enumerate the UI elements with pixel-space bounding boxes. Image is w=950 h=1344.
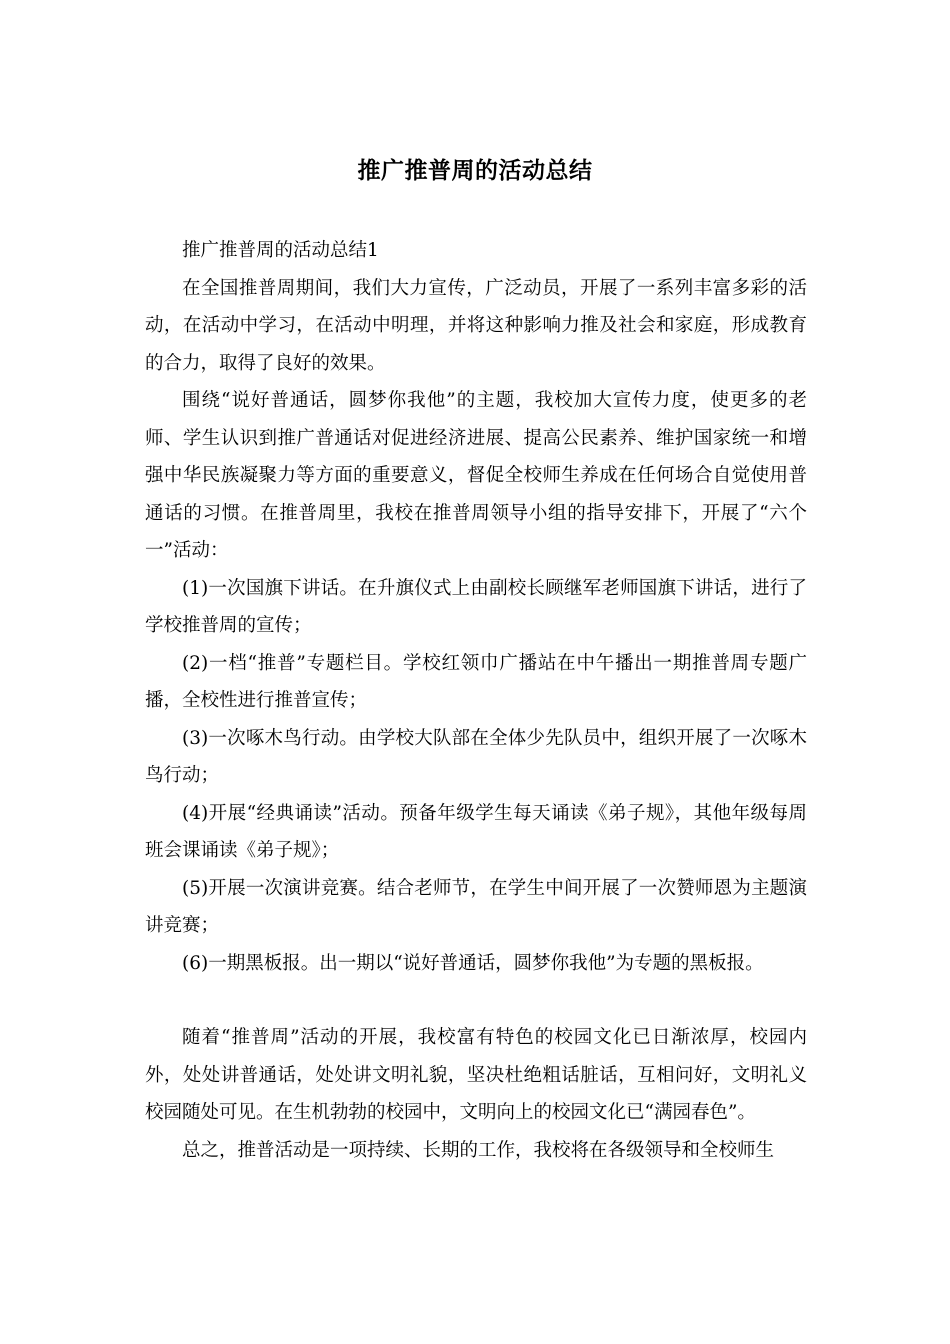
document-title: 推广推普周的活动总结 bbox=[357, 157, 593, 184]
list-item: (1)一次国旗下讲话。在升旗仪式上由副校长顾继军老师国旗下讲话，进行了学校推普周的宣传； bbox=[145, 577, 807, 636]
list-item: (3)一次啄木鸟行动。由学校大队部在全体少先队员中，组织开展了一次啄木鸟行动； bbox=[145, 727, 807, 786]
paragraph: 在全国推普周期间，我们大力宣传，广泛动员，开展了一系列丰富多彩的活动，在活动中学习，在活动中明理，并将这种影响力推及社会和家庭，形成教育的合力，取得了良好的效果。 bbox=[145, 277, 807, 374]
list-item: (4)开展“经典诵读”活动。预备年级学生每天诵读《弟子规》，其他年级每周班会课诵读《弟子规》； bbox=[145, 802, 807, 861]
section-heading: 推广推普周的活动总结1 bbox=[182, 240, 379, 261]
list-item: (5)开展一次演讲竞赛。结合老师节，在学生中间开展了一次赞师恩为主题演讲竞赛； bbox=[145, 877, 807, 936]
paragraph: 随着“推普周”活动的开展，我校富有特色的校园文化已日渐浓厚，校园内外，处处讲普通话，处处讲文明礼貌，坚决杜绝粗话脏话，互相问好，文明礼义校园随处可见。在生机勃勃的校园中，文明向上的校园文化已“满园春色”。 bbox=[145, 1027, 807, 1123]
list-item: (2)一档“推普”专题栏目。学校红领巾广播站在中午播出一期推普周专题广播，全校性进行推普宣传； bbox=[145, 652, 807, 711]
paragraph: 总之，推普活动是一项持续、长期的工作，我校将在各级领导和全校师生 bbox=[182, 1139, 775, 1161]
list-item: (6)一期黑板报。出一期以“说好普通话，圆梦你我他”为专题的黑板报。 bbox=[182, 952, 764, 974]
paragraph: 围绕“说好普通话，圆梦你我他”的主题，我校加大宣传力度，使更多的老师、学生认识到推广普通话对促进经济进展、提高公民素养、维护国家统一和增强中华民族凝聚力等方面的重要意义，督促全校师生养成在任何场合自觉使用普通话的习惯。在推普周里，我校在推普周领导小组的指导安排下，开展了“六个一”活动： bbox=[145, 390, 807, 561]
document-body bbox=[145, 232, 807, 1169]
